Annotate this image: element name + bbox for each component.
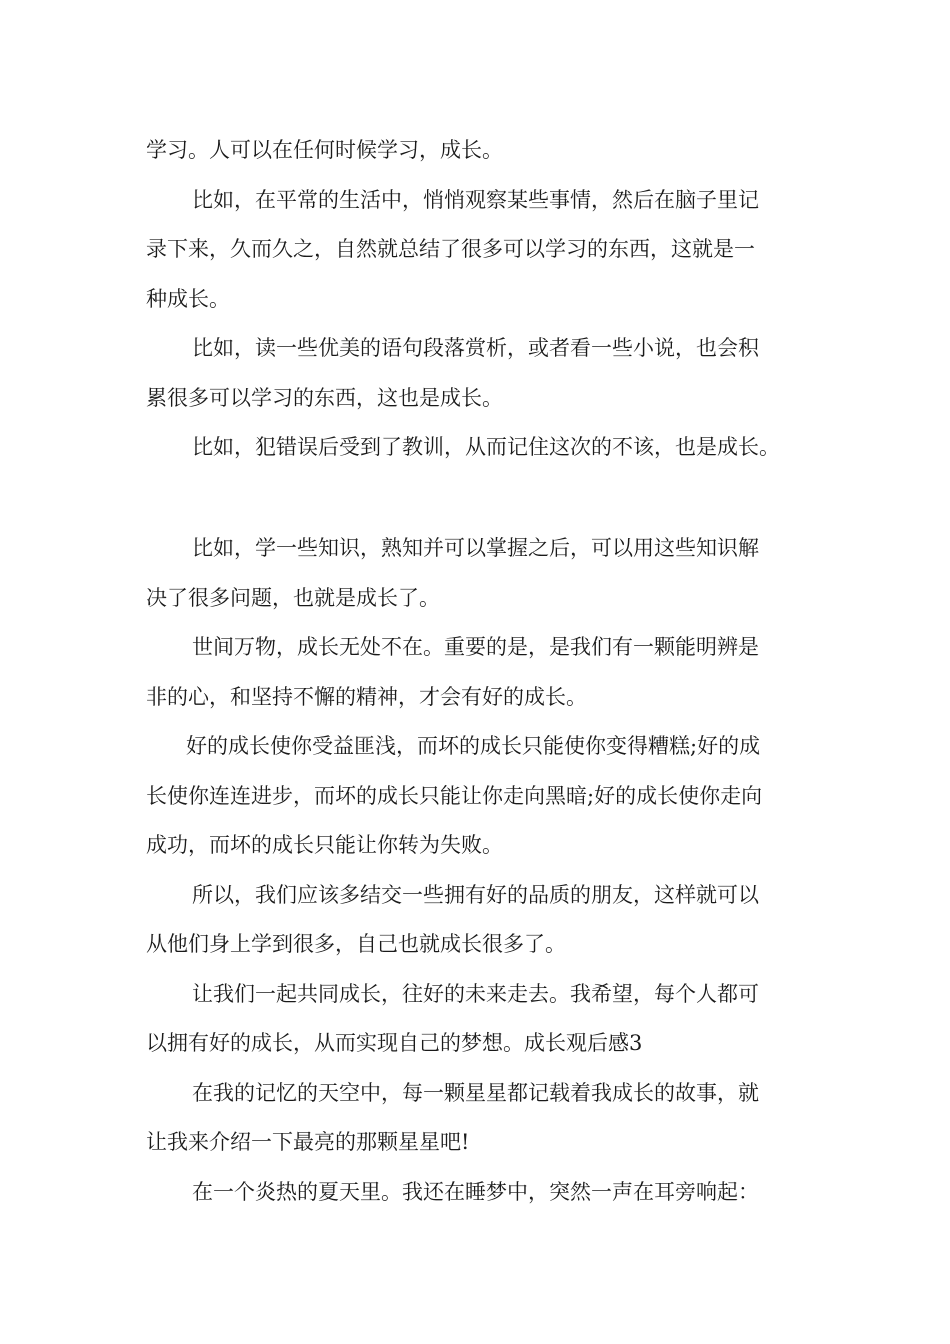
paragraph-line: 比如，在平常的生活中，悄悄观察某些事情，然后在脑子里记 (192, 187, 759, 212)
paragraph-line: 决了很多问题，也就是成长了。 (146, 585, 440, 610)
paragraph-line: 好的成长使你受益匪浅，而坏的成长只能使你变得糟糕;好的成 (186, 734, 761, 758)
paragraph-line: 所以，我们应该多结交一些拥有好的品质的朋友，这样就可以 (192, 882, 759, 907)
paragraph-line: 世间万物，成长无处不在。重要的是，是我们有一颗能明辨是 (192, 635, 759, 659)
paragraph-line: 在我的记忆的天空中，每一颗星星都记载着我成长的故事，就 (192, 1080, 759, 1105)
paragraph-line: 以拥有好的成长，从而实现自己的梦想。成长观后感3 (146, 1031, 643, 1055)
paragraph-line: 让我们一起共同成长，往好的未来走去。我希望，每个人都可 (192, 981, 759, 1006)
paragraph-line: 学习。人可以在任何时候学习，成长。 (146, 138, 503, 162)
text-block-upper (146, 126, 826, 473)
paragraph-line: 让我来介绍一下最亮的那颗星星吧! (146, 1130, 470, 1154)
paragraph-line: 种成长。 (146, 286, 230, 311)
paragraph-line: 长使你连连进步，而坏的成长只能让你走向黑暗;好的成长使你走向 (146, 783, 763, 808)
paragraph-line: 比如，犯错误后受到了教训，从而记住这次的不该，也是成长。 (192, 435, 780, 459)
paragraph-line: 成功，而坏的成长只能让你转为失败。 (146, 833, 503, 857)
paragraph-line: 比如，读一些优美的语句段落赏析，或者看一些小说，也会积 (192, 336, 759, 360)
paragraph-line: 非的心，和坚持不懈的精神，才会有好的成长。 (146, 684, 587, 709)
paragraph-line: 比如，学一些知识，熟知并可以掌握之后，可以用这些知识解 (192, 536, 759, 560)
paragraph-line: 录下来，久而久之，自然就总结了很多可以学习的东西，这就是一 (146, 237, 755, 261)
paragraph-line: 累很多可以学习的东西，这也是成长。 (146, 385, 503, 410)
paragraph-line: 在一个炎热的夏天里。我还在睡梦中，突然一声在耳旁响起： (192, 1179, 759, 1204)
paragraph-line: 从他们身上学到很多，自己也就成长很多了。 (146, 932, 566, 956)
text-block-lower (146, 524, 826, 1217)
